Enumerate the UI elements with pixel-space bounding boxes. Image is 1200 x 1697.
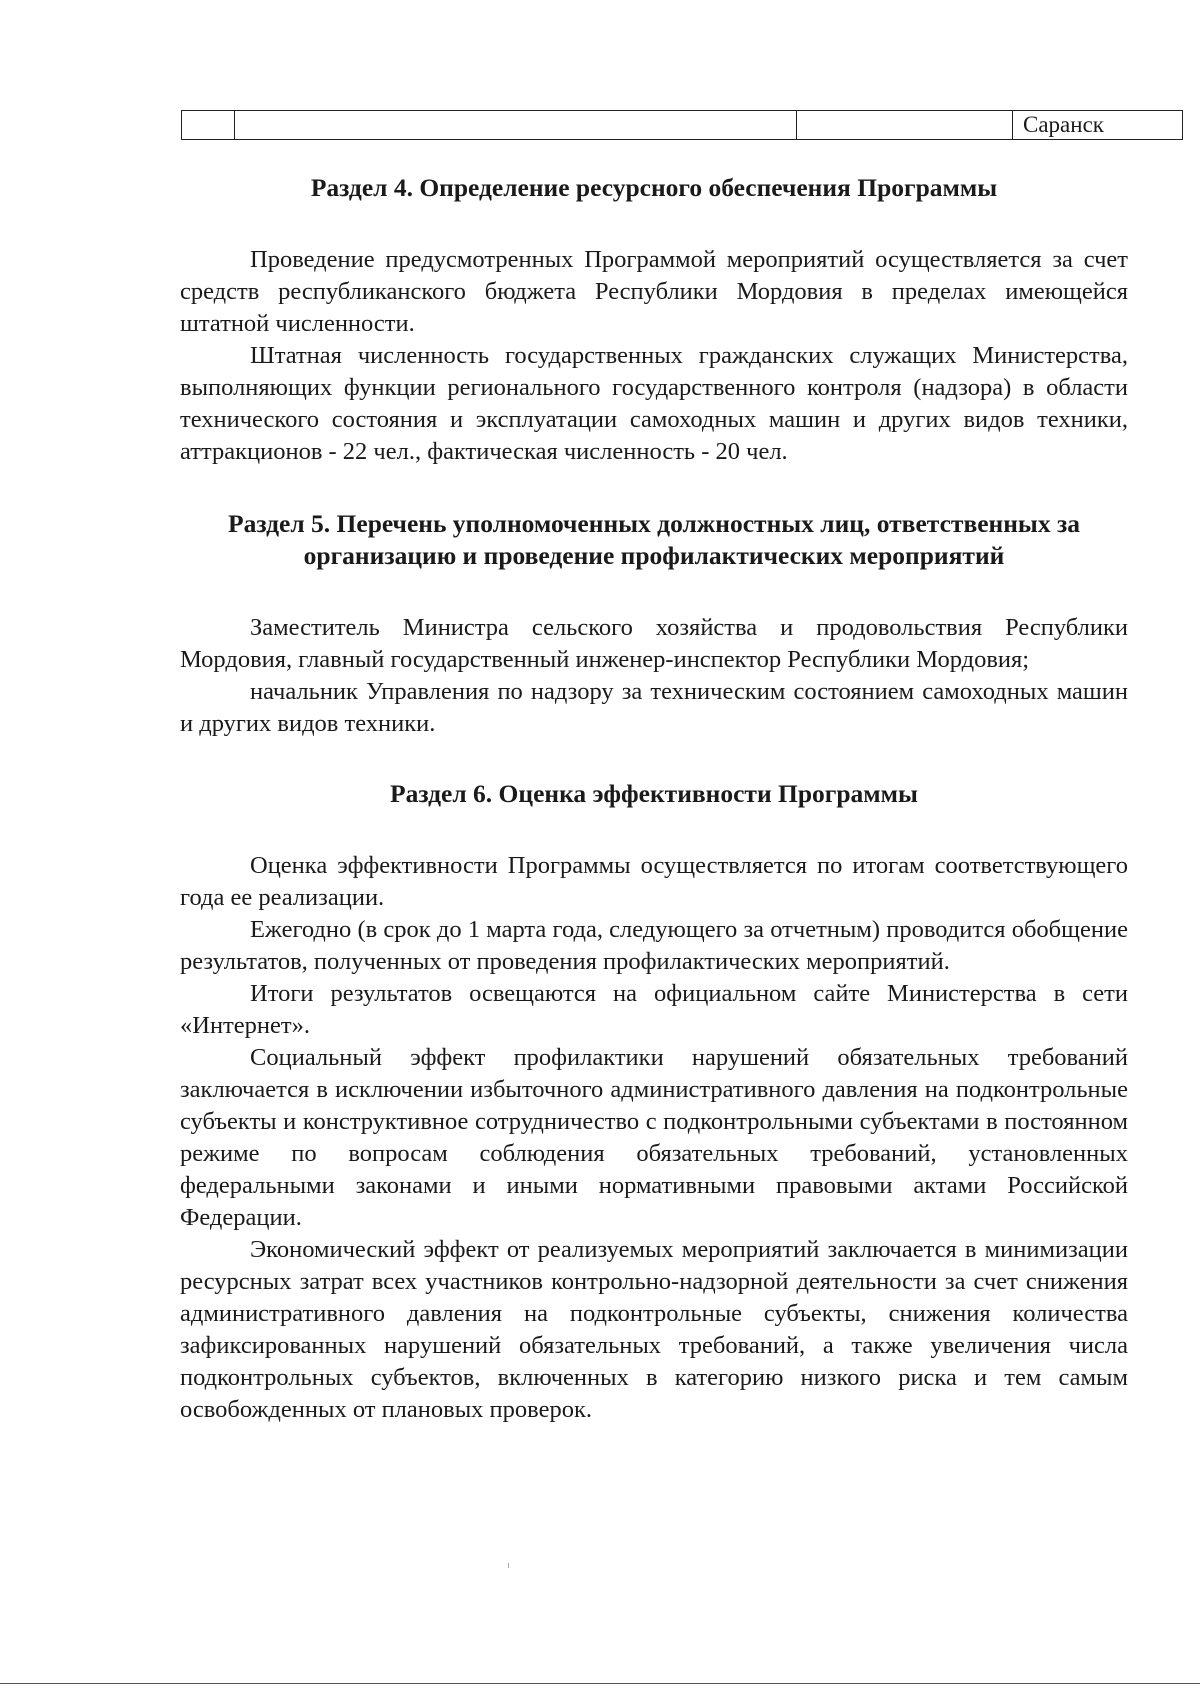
section-6-heading: Раздел 6. Оценка эффективности Программы [390,779,918,808]
section-6-paragraph: Ежегодно (в срок до 1 марта года, следующего за отчетным) проводится обобщение результатов, полученных от проведения профилактических мероприятий. [180,916,1128,975]
page-bottom-rule [0,1683,1200,1684]
section-6-paragraph: Итоги результатов освещаются на официальном сайте Министерства в сети «Интернет». [180,980,1128,1039]
table-fragment-row [181,110,1183,140]
table-cell [797,111,1013,139]
section-6-paragraph: Экономический эффект от реализуемых мероприятий заключается в минимизации ресурсных затрат всех участников контрольно-надзорной деятельности за счет снижения административного давления на подконтрольные субъекты, снижения количества зафиксированных нарушений обязательных требований, а также увеличения числа подконтрольных субъектов, включенных в категорию низкого риска и тем самым освобожденных от плановых проверок. [180,1236,1128,1423]
table-cell-city: Саранск [1023,112,1104,137]
section-5-paragraph: начальник Управления по надзору за техническим состоянием самоходных машин и других видов техники. [180,678,1128,737]
section-6-paragraph: Оценка эффективности Программы осуществляется по итогам соответствующего года ее реализации. [180,852,1128,911]
scan-artifact [508,1563,509,1568]
section-4-heading: Раздел 4. Определение ресурсного обеспечения Программы [310,173,998,202]
section-5-paragraph: Заместитель Министра сельского хозяйства и продовольствия Республики Мордовия, главный государственный инженер-инспектор Республики Мордовия; [180,614,1128,673]
section-5-heading: Раздел 5. Перечень уполномоченных должностных лиц, ответственных за организацию и проведение профилактических мероприятий [228,509,1080,570]
section-6-paragraph: Социальный эффект профилактики нарушений обязательных требований заключается в исключении избыточного административного давления на подконтрольные субъекты и конструктивное сотрудничество с подконтрольными субъектами в постоянном режиме по вопросам соблюдения обязательных требований, установленных федеральными законами и иными нормативными правовыми актами Российской Федерации. [180,1044,1128,1231]
document-body [180,172,1128,1426]
section-4-paragraph: Штатная численность государственных гражданских служащих Министерства, выполняющих функции регионального государственного контроля (надзора) в области технического состояния и эксплуатации самоходных машин и других видов техники, аттракционов - 22 чел., фактическая численность - 20 чел. [180,342,1128,465]
table-cell [182,111,235,139]
section-4-paragraph: Проведение предусмотренных Программой мероприятий осуществляется за счет средств республиканского бюджета Республики Мордовия в пределах имеющейся штатной численности. [180,246,1128,337]
table-cell [235,111,797,139]
